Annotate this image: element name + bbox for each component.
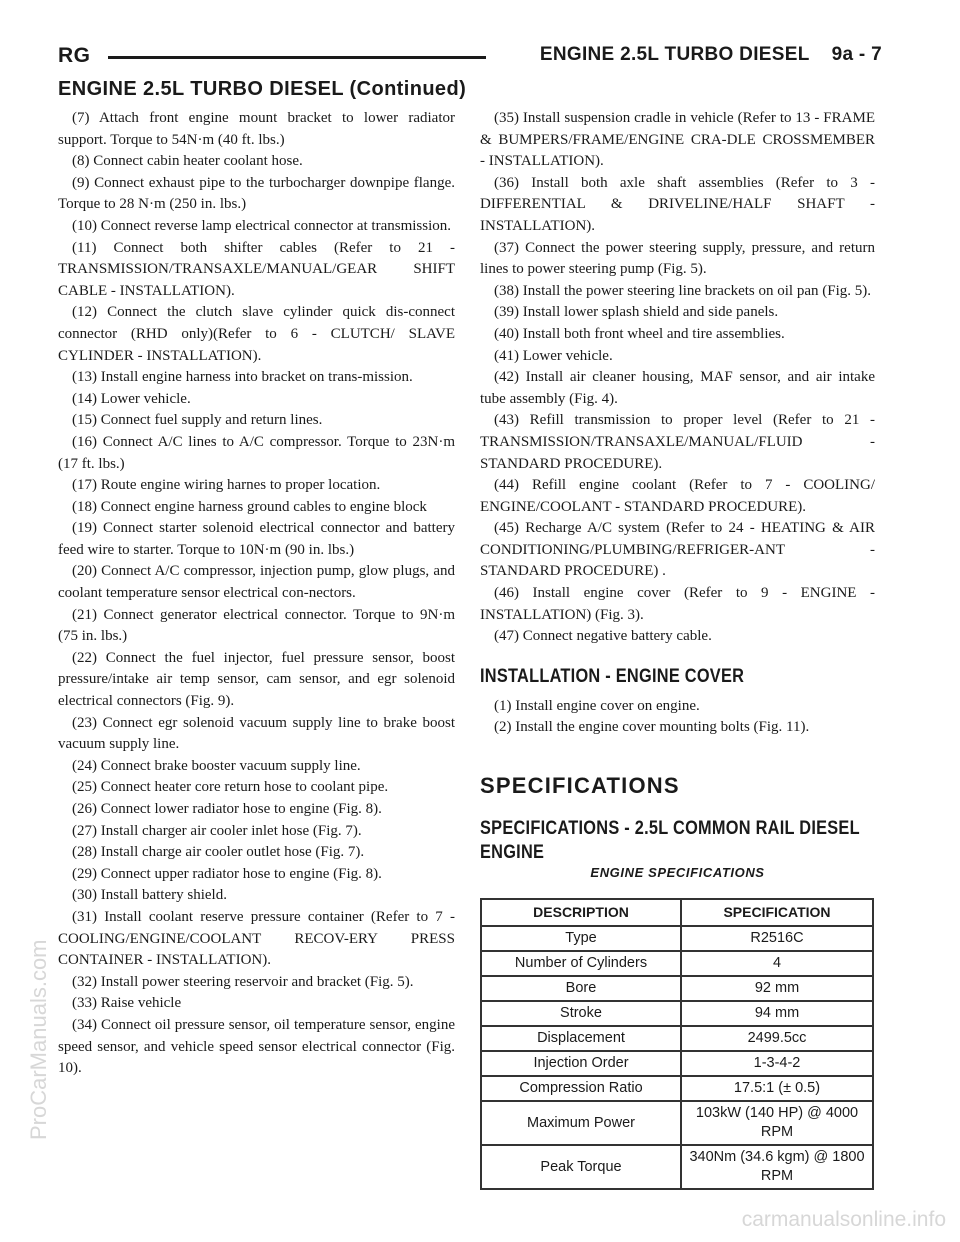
procedure-step: (46) Install engine cover (Refer to 9 - ENGINE - INSTALLATION) (Fig. 3). <box>480 585 875 623</box>
procedure-step: (20) Connect A/C compressor, injection pump, glow plugs, and coolant temperature sensor electrical con-nectors. <box>58 563 455 602</box>
cover-step: (2) Install the engine cover mounting bolts (Fig. 11). <box>494 719 810 736</box>
spec-value: R2516C <box>681 926 873 951</box>
procedure-step: (15) Connect fuel supply and return lines. <box>72 412 323 429</box>
spec-value: 1-3-4-2 <box>681 1051 873 1076</box>
table-title: ENGINE SPECIFICATIONS <box>590 865 765 881</box>
procedure-step: (32) Install power steering reservoir and bracket (Fig. 5). <box>72 973 414 990</box>
procedure-step: (36) Install both axle shaft assemblies (Refer to 3 - DIFFERENTIAL & DRIVELINE/HALF SHAFT - INSTALLATION). <box>480 174 875 234</box>
header-title <box>540 44 882 66</box>
spec-description: Compression Ratio <box>481 1076 681 1101</box>
right-steps <box>480 108 875 648</box>
procedure-step: (18) Connect engine harness ground cables to engine block <box>72 498 427 515</box>
procedure-step: (21) Connect generator electrical connector. Torque to 9N·m (75 in. lbs.) <box>58 606 455 645</box>
table-row <box>481 1101 873 1145</box>
right-column <box>480 108 875 1190</box>
procedure-step: (13) Install engine harness into bracket on trans-mission. <box>72 369 413 386</box>
table-header-row <box>481 899 873 926</box>
table-row <box>481 1076 873 1101</box>
procedure-step: (45) Recharge A/C system (Refer to 24 - HEATING & AIR CONDITIONING/PLUMBING/REFRIGER-ANT - STANDARD PROCEDURE) . <box>480 520 875 580</box>
procedure-step: (43) Refill transmission to proper level (Refer to 21 - TRANSMISSION/TRANSAXLE/MANUAL/FLUID - STANDARD PROCEDURE). <box>480 412 875 472</box>
table-row <box>481 926 873 951</box>
procedure-step: (27) Install charger air cooler inlet hose (Fig. 7). <box>72 822 362 839</box>
table-row <box>481 1001 873 1026</box>
table-row <box>481 1026 873 1051</box>
procedure-step: (42) Install air cleaner housing, MAF sensor, and air intake tube assembly (Fig. 4). <box>480 369 875 407</box>
specifications-heading: SPECIFICATIONS <box>480 773 680 799</box>
spec-value: 4 <box>681 951 873 976</box>
procedure-step: (16) Connect A/C lines to A/C compressor. Torque to 23N·m (17 ft. lbs.) <box>58 433 455 472</box>
procedure-step: (34) Connect oil pressure sensor, oil temperature sensor, engine speed sensor, and vehicle speed sensor electrical connector (Fig. 10). <box>58 1016 455 1077</box>
column-header-specification: SPECIFICATION <box>681 899 873 926</box>
procedure-step: (39) Install lower splash shield and side panels. <box>494 304 779 321</box>
procedure-step: (40) Install both front wheel and tire assemblies. <box>494 325 785 342</box>
procedure-step: (41) Lower vehicle. <box>494 347 613 364</box>
cover-section-heading: INSTALLATION - ENGINE COVER <box>480 665 745 687</box>
spec-description: Bore <box>481 976 681 1001</box>
spec-description: Peak Torque <box>481 1145 681 1189</box>
procedure-step: (17) Route engine wiring harnes to proper location. <box>72 477 381 494</box>
header-rule <box>108 56 486 59</box>
procedure-step: (35) Install suspension cradle in vehicle (Refer to 13 - FRAME & BUMPERS/FRAME/ENGINE CRA-DLE CROSSMEMBER - INSTALLATION). <box>480 110 875 170</box>
header-manual-section: ENGINE 2.5L TURBO DIESEL <box>539 44 810 65</box>
procedure-step: (37) Connect the power steering supply, pressure, and return lines to power steering pump (Fig. 5). <box>480 239 875 278</box>
table-body <box>481 926 873 1189</box>
cover-steps <box>480 696 875 739</box>
footer-watermark: carmanualsonline.info <box>741 1208 946 1231</box>
procedure-step: (22) Connect the fuel injector, fuel pressure sensor, boost pressure/intake air temp sensor, cam sensor, and egr solenoid electrical connectors (Fig. 9). <box>58 649 455 710</box>
spec-description: Type <box>481 926 681 951</box>
cover-step: (1) Install engine cover on engine. <box>494 697 700 714</box>
spec-value: 340Nm (34.6 kgm) @ 1800 RPM <box>681 1145 873 1189</box>
procedure-step: (12) Connect the clutch slave cylinder quick dis-connect connector (RHD only)(Refer to 6 - CLUTCH/ SLAVE CYLINDER - INSTALLATION). <box>58 304 455 364</box>
procedure-step: (38) Install the power steering line brackets on oil pan (Fig. 5). <box>494 282 871 299</box>
spec-description: Number of Cylinders <box>481 951 681 976</box>
procedure-step: (33) Raise vehicle <box>72 995 182 1012</box>
engine-specifications-table <box>480 898 874 1190</box>
procedure-step: (9) Connect exhaust pipe to the turbocharger downpipe flange. Torque to 28 N·m (250 in. lbs.) <box>58 174 455 213</box>
procedure-step: (31) Install coolant reserve pressure container (Refer to 7 - COOLING/ENGINE/COOLANT RECOV-ERY PRESS CONTAINER - INSTALLATION). <box>58 908 455 969</box>
spec-value: 94 mm <box>681 1001 873 1026</box>
procedure-step: (47) Connect negative battery cable. <box>494 628 712 645</box>
column-header-description: DESCRIPTION <box>481 899 681 926</box>
page-number: 9a - 7 <box>831 44 882 65</box>
side-watermark: ProCarManuals.com <box>26 939 51 1140</box>
spec-description: Stroke <box>481 1001 681 1026</box>
procedure-step: (44) Refill engine coolant (Refer to 7 - COOLING/ ENGINE/COOLANT - STANDARD PROCEDURE). <box>480 477 875 515</box>
spec-value: 2499.5cc <box>681 1026 873 1051</box>
procedure-step: (8) Connect cabin heater coolant hose. <box>72 153 303 170</box>
continued-heading: ENGINE 2.5L TURBO DIESEL (Continued) <box>58 78 467 100</box>
spec-description: Maximum Power <box>481 1101 681 1145</box>
procedure-step: (24) Connect brake booster vacuum supply line. <box>72 757 361 774</box>
procedure-step: (11) Connect both shifter cables (Refer to 21 - TRANSMISSION/TRANSAXLE/MANUAL/GEAR SHIFT CABLE - INSTALLATION). <box>58 239 455 299</box>
spec-value: 103kW (140 HP) @ 4000 RPM <box>681 1101 873 1145</box>
spec-value: 92 mm <box>681 976 873 1001</box>
procedure-step: (7) Attach front engine mount bracket to lower radiator support. Torque to 54N·m (40 ft. lbs.) <box>58 110 455 148</box>
procedure-step: (19) Connect starter solenoid electrical connector and battery feed wire to starter. Torque to 10N·m (90 in. lbs.) <box>58 520 455 558</box>
procedure-step: (25) Connect heater core return hose to coolant pipe. <box>72 779 389 796</box>
procedure-step: (28) Install charge air cooler outlet hose (Fig. 7). <box>72 844 365 861</box>
left-column <box>58 108 455 1080</box>
table-row <box>481 1051 873 1076</box>
table-row <box>481 976 873 1001</box>
header-section-code: RG <box>58 44 91 67</box>
procedure-step: (14) Lower vehicle. <box>72 390 191 407</box>
spec-description: Displacement <box>481 1026 681 1051</box>
procedure-step: (26) Connect lower radiator hose to engine (Fig. 8). <box>72 801 382 817</box>
table-row <box>481 1145 873 1189</box>
spec-description: Injection Order <box>481 1051 681 1076</box>
procedure-step: (30) Install battery shield. <box>72 887 227 904</box>
procedure-step: (29) Connect upper radiator hose to engine (Fig. 8). <box>72 865 382 882</box>
table-row <box>481 951 873 976</box>
spec-value: 17.5:1 (± 0.5) <box>681 1076 873 1101</box>
specifications-subheading: SPECIFICATIONS - 2.5L COMMON RAIL DIESEL ENGINE <box>480 818 860 864</box>
procedure-step: (23) Connect egr solenoid vacuum supply line to brake boost vacuum supply line. <box>58 714 455 753</box>
procedure-step: (10) Connect reverse lamp electrical connector at transmission. <box>72 217 452 234</box>
